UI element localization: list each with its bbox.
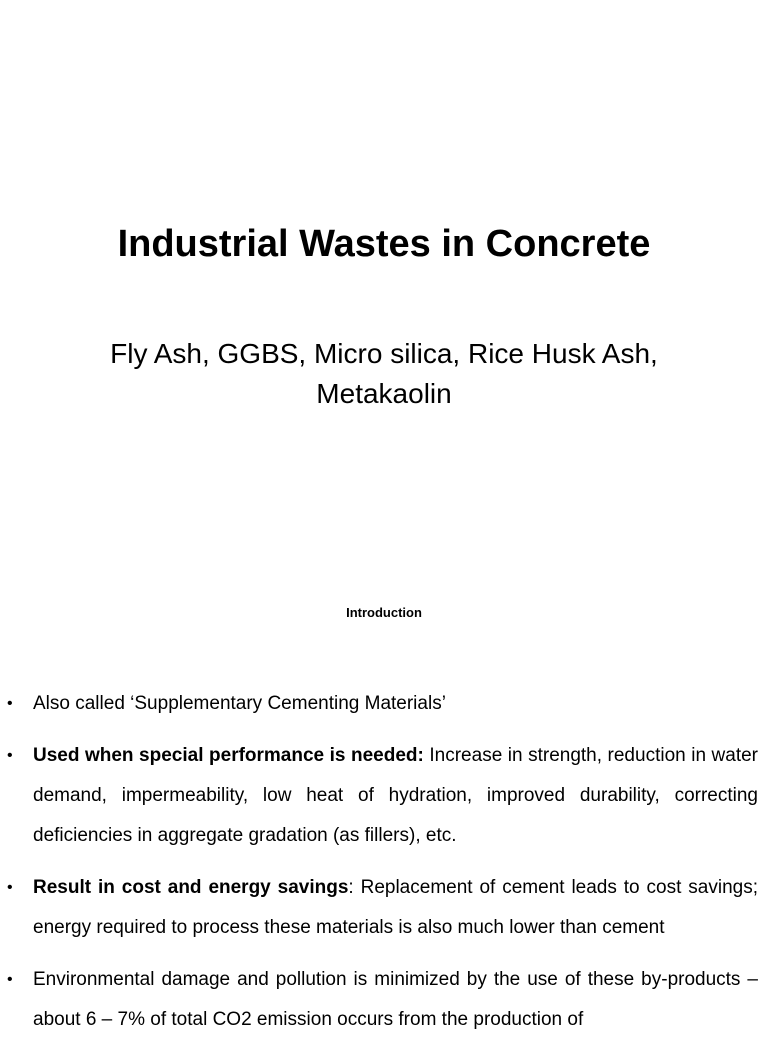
bullet-text: Also called ‘Supplementary Cementing Materials’	[33, 693, 446, 714]
bullet-icon: •	[7, 971, 13, 988]
bullet-text: Increase in strength, reduction in water demand, impermeability, low heat of hydration, improved durability, correcting deficiencies in aggregate gradation (as fillers), etc.	[33, 745, 758, 846]
bullet-lead: Result in cost and energy savings	[33, 877, 349, 898]
bullet-icon: •	[7, 879, 13, 896]
bullet-icon: •	[7, 695, 13, 712]
bullet-item	[0, 868, 768, 948]
bullet-item	[0, 736, 768, 856]
slide-title: Industrial Wastes in Concrete	[117, 223, 651, 265]
slide-subtitle: Fly Ash, GGBS, Micro silica, Rice Husk Ash, Metakaolin	[110, 338, 658, 409]
content-slide	[0, 576, 768, 1030]
section-heading: Introduction	[346, 605, 422, 620]
bullet-text: : Replacement of cement leads to cost savings; energy required to process these materials is also much lower than cement	[33, 877, 758, 938]
bullet-item	[0, 684, 768, 724]
bullet-lead: Used when special performance is needed:	[33, 745, 424, 766]
bullet-text: Environmental damage and pollution is minimized by the use of these by-products – about 6 – 7% of total CO2 emission occurs from the production of	[33, 969, 758, 1030]
bullet-item	[0, 960, 768, 1040]
bullet-icon: •	[7, 747, 13, 764]
bullet-list	[0, 684, 768, 1052]
